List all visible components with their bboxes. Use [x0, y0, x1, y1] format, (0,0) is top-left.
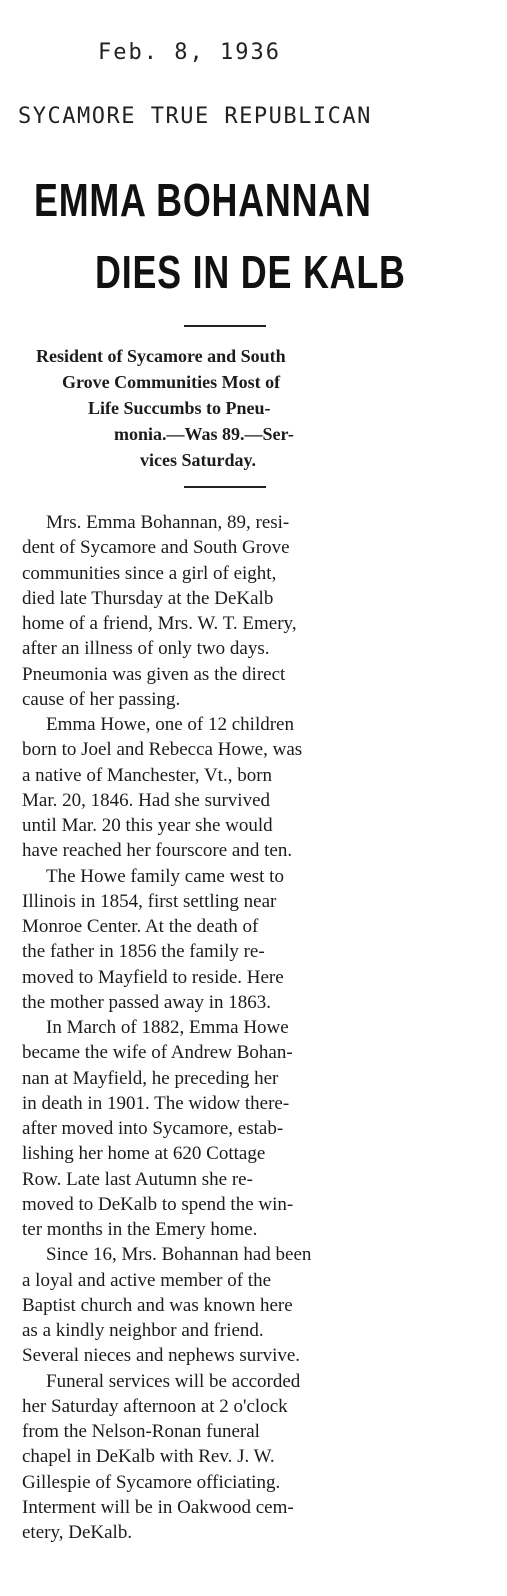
article-line: Baptist church and was known here [22, 1294, 293, 1316]
article-line: Row. Late last Autumn she re- [22, 1168, 253, 1190]
subhead-line: monia.—Was 89.—Ser- [114, 424, 294, 444]
subhead-line: Resident of Sycamore and South [36, 346, 286, 366]
divider-rule [184, 486, 266, 488]
article-line: chapel in DeKalb with Rev. J. W. [22, 1446, 275, 1468]
article-line: a native of Manchester, Vt., born [22, 764, 273, 786]
article-line: Interment will be in Oakwood cem- [22, 1496, 294, 1518]
article-line: lishing her home at 620 Cottage [22, 1143, 266, 1165]
article-line: Mar. 20, 1846. Had she survived [22, 789, 271, 811]
headline-line-2: DIES IN DE KALB [95, 246, 406, 298]
article-line: became the wife of Andrew Bohan- [22, 1042, 293, 1064]
article-line: from the Nelson-Ronan funeral [22, 1421, 260, 1442]
article-line: Emma Howe, one of 12 children [46, 714, 294, 735]
article-line: Pneumonia was given as the direct [22, 663, 286, 685]
subhead-line: Life Succumbs to Pneu- [88, 398, 271, 418]
article-line: Funeral services will be accorded [46, 1370, 301, 1392]
article-line: Monroe Center. At the death of [22, 916, 259, 937]
article-line: the mother passed away in 1863. [22, 991, 272, 1013]
article-line: etery, DeKalb. [22, 1522, 133, 1543]
article-line: Mrs. Emma Bohannan, 89, resi- [46, 512, 290, 533]
article-line: born to Joel and Rebecca Howe, was [22, 739, 303, 761]
article-line: dent of Sycamore and South Grove [22, 537, 290, 559]
article-line: communities since a girl of eight, [22, 562, 277, 584]
article-line: moved to Mayfield to reside. Here [22, 966, 284, 988]
article-line: died late Thursday at the DeKalb [22, 587, 274, 609]
article-line: Several nieces and nephews survive. [22, 1345, 301, 1367]
article-line: cause of her passing. [22, 688, 181, 710]
article-line: home of a friend, Mrs. W. T. Emery, [22, 613, 297, 634]
subhead-line: Grove Communities Most of [62, 372, 281, 392]
headline-line-1: EMMA BOHANNAN [34, 174, 372, 226]
article-line: as a kindly neighbor and friend. [22, 1320, 264, 1341]
article-line: In March of 1882, Emma Howe [46, 1017, 289, 1038]
article-line: Gillespie of Sycamore officiating. [22, 1471, 281, 1493]
article-line: have reached her fourscore and ten. [22, 840, 293, 862]
subhead-line: vices Saturday. [140, 450, 257, 470]
newspaper-name: SYCAMORE TRUE REPUBLICAN [18, 104, 372, 129]
article-line: after an illness of only two days. [22, 638, 270, 660]
article-line: ter months in the Emery home. [22, 1219, 258, 1240]
article-line: after moved into Sycamore, estab- [22, 1118, 284, 1139]
article-line: Since 16, Mrs. Bohannan had been [46, 1244, 312, 1266]
clipping-date: Feb. 8, 1936 [98, 40, 281, 65]
article-line: the father in 1856 the family re- [22, 941, 265, 963]
article-line: Illinois in 1854, first settling near [22, 890, 277, 912]
article-line: until Mar. 20 this year she would [22, 815, 273, 836]
article-line: nan at Mayfield, he preceding her [22, 1067, 279, 1089]
article-line: in death in 1901. The widow there- [22, 1092, 290, 1114]
article-line: her Saturday afternoon at 2 o'clock [22, 1395, 288, 1417]
article-line: a loyal and active member of the [22, 1269, 272, 1291]
article-line: The Howe family came west to [46, 865, 284, 887]
divider-rule [184, 325, 266, 327]
article-line: moved to DeKalb to spend the win- [22, 1193, 294, 1215]
